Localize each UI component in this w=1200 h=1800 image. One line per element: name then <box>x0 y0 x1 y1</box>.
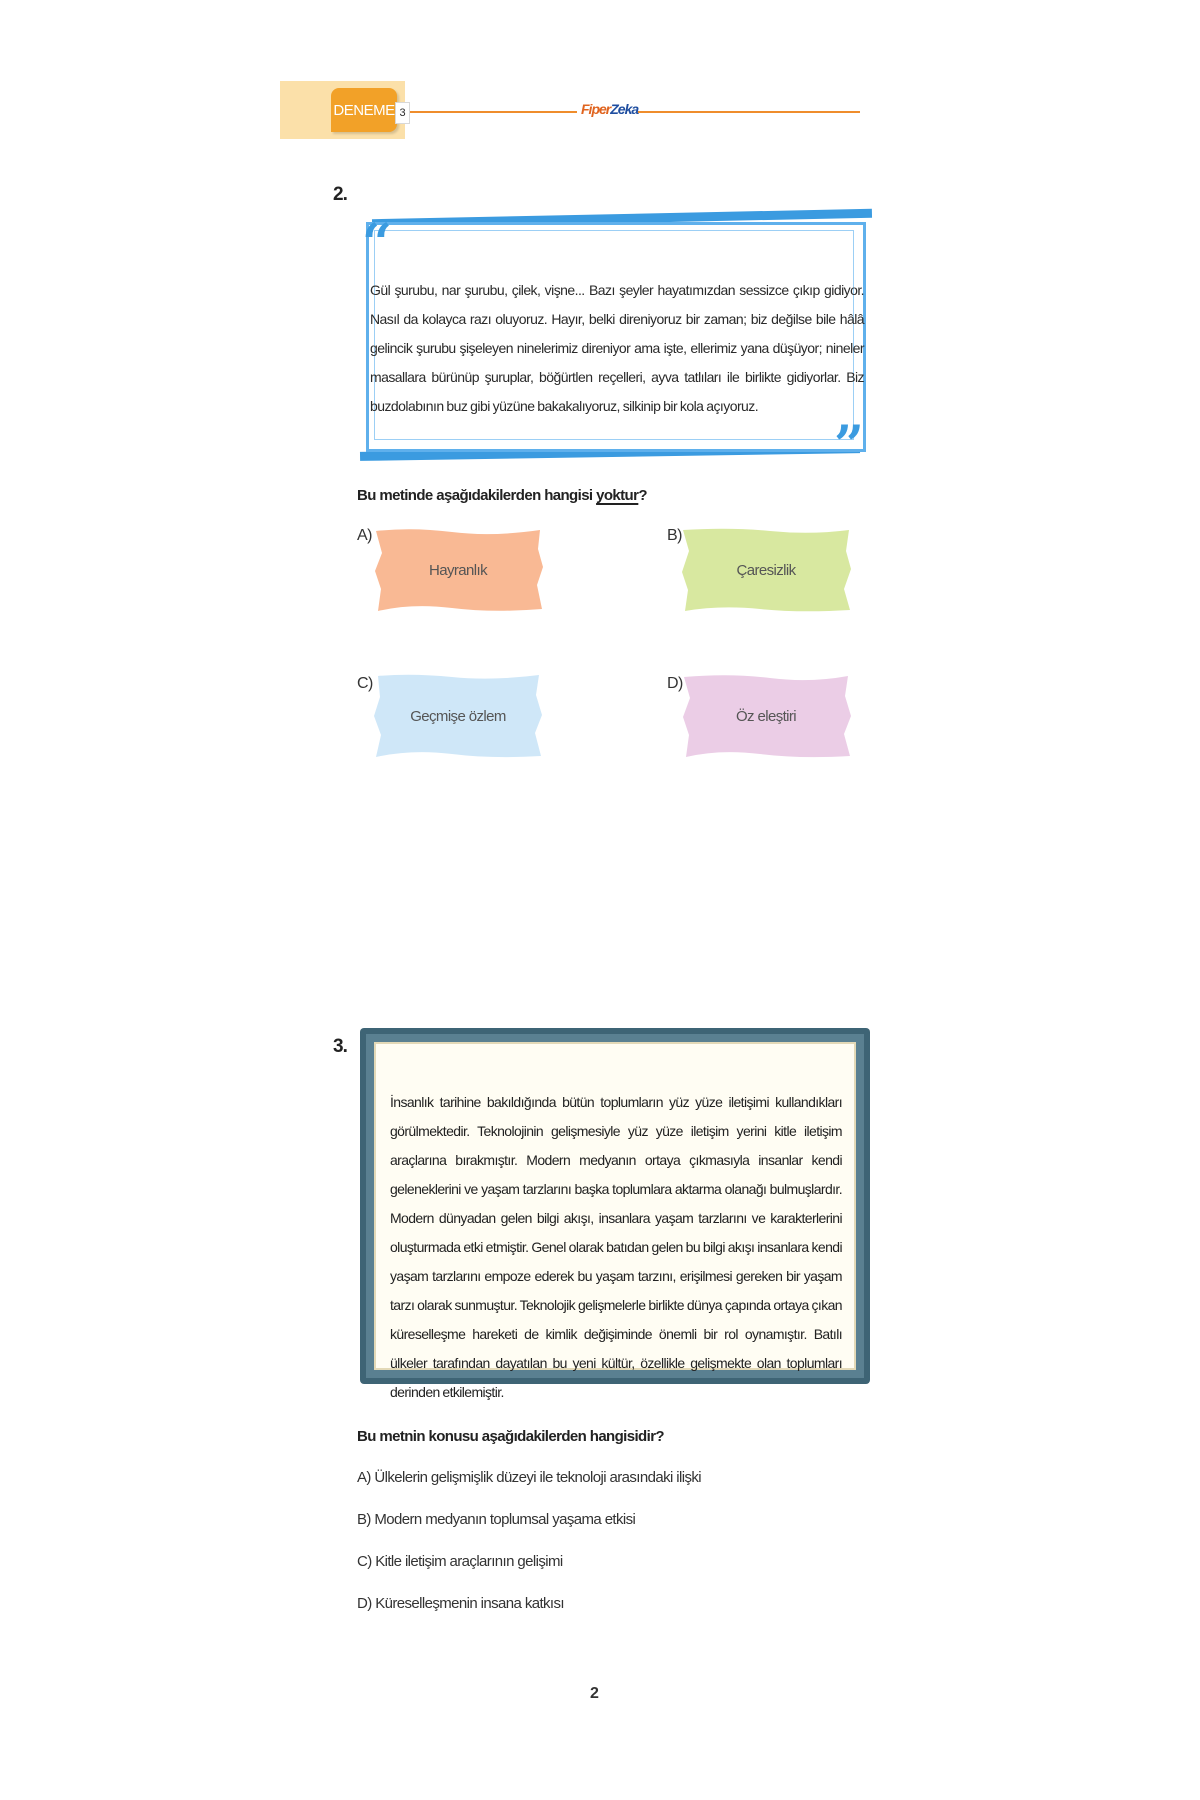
option-a-text: Hayranlık <box>429 561 487 579</box>
question-number-2: 2. <box>333 184 347 205</box>
choice-c[interactable]: C) Kitle iletişim araçlarının gelişimi <box>357 1553 563 1570</box>
option-d-text: Öz eleştiri <box>735 707 797 725</box>
close-quote-icon: ” <box>834 415 864 476</box>
option-c-text: Geçmişe özlem <box>410 707 506 725</box>
prompt-end: ? <box>638 487 647 504</box>
header-tab-number: 3 <box>395 102 410 124</box>
prompt-emphasis: yoktur <box>596 487 639 504</box>
option-a-card[interactable] <box>372 527 544 613</box>
option-c-letter: C) <box>357 675 373 692</box>
passage-text: İnsanlık tarihine bakıldığında bütün toplumların yüz yüze iletişimi kullandıkları görülmektedir. Teknolojinin gelişmesiyle yüz yüze iletişim yerini kitle iletişim araçlarına bırakmıştır. Modern medyanın ortaya çıkmasıyla insanlar kendi geleneklerini ve yaşam tarzlarını başka toplumlara aktarma olanağı bulmuşlardır. Modern dünyadan gelen bilgi akışı, insanlara yaşam tarzlarını ve karakterlerini oluşturmada etki etmiştir. Genel olarak batıdan gelen bu bilgi akışı insanlara kendi yaşam tarzlarını empoze ederek bu yaşam tarzını, erişilmesi gereken bir yaşam tarzı olarak sunmuştur. Teknolojik gelişmelerle birlikte dünya çapında ortaya çıkan küreselleşme hareketi de kimlik değişiminde önemli bir rol oynamıştır. Batılı ülkeler tarafından dayatılan bu yeni kültür, özellikle gelişmekte olan toplumları derinden etkilemiştir. <box>390 1094 842 1400</box>
option-d-letter: D) <box>667 675 683 692</box>
question-number-3: 3. <box>333 1036 347 1057</box>
header-rule-left <box>410 111 577 113</box>
page-number: 2 <box>590 1685 599 1702</box>
quote-passage: Gül şurubu, nar şurubu, çilek, vişne... Bazı şeyler hayatımızdan sessizce çıkıp gidiyor. Nasıl da kolayca razı oluyoruz. Hayır, belki direniyoruz bir zaman; biz değilse bile hâlâ gelincik şurubu şişeleyen ninelerimiz direniyor ama işte, ellerimiz yana düşüyor; nineler masallara bürünüp şuruplar, böğürtlen reçelleri, ayva tatlıları ile birlikte gidiyorlar. Biz buzdolabının buz gibi yüzüne bakakalıyoruz, silkinip bir kola açıyoruz. <box>370 282 864 414</box>
option-c-card[interactable] <box>372 673 544 759</box>
brand-suffix: Zeka <box>610 101 639 117</box>
brand-logo <box>581 101 639 117</box>
option-d-card[interactable] <box>680 673 852 759</box>
choice-d[interactable]: D) Küreselleşmenin insana katkısı <box>357 1595 564 1612</box>
quote-box <box>360 210 870 476</box>
open-quote-icon: “ <box>362 213 392 274</box>
header-rule-right <box>638 111 860 113</box>
option-b-letter: B) <box>667 527 682 544</box>
brand-prefix: Fiper <box>581 101 611 117</box>
header-tab <box>331 88 397 132</box>
question-3-prompt: Bu metnin konusu aşağıdakilerden hangisidir? <box>357 1428 664 1445</box>
choice-a[interactable]: A) Ülkelerin gelişmişlik düzeyi ile teknoloji arasındaki ilişki <box>357 1469 702 1486</box>
prompt-text: Bu metinde aşağıdakilerden hangisi <box>357 487 597 504</box>
passage-frame <box>360 1028 870 1400</box>
option-b-text: Çaresizlik <box>736 561 796 579</box>
option-a-letter: A) <box>357 527 372 544</box>
choice-b[interactable]: B) Modern medyanın toplumsal yaşama etkisi <box>357 1511 636 1528</box>
option-b-card[interactable] <box>680 527 852 613</box>
question-2-prompt <box>357 487 647 504</box>
header-tab-label: DENEME <box>333 101 395 119</box>
